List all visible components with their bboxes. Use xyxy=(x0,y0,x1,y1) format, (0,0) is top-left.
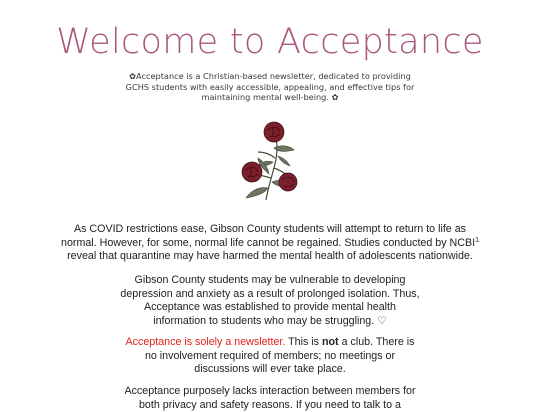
paragraph-line-text: This is xyxy=(285,336,322,348)
paragraph-line: reveal that quarantine may have harmed the mental health of adolescents nationwide. xyxy=(55,250,485,264)
paragraph-line: Gibson County students may be vulnerable to developing xyxy=(55,274,485,288)
page-title: Welcome to Acceptance xyxy=(0,20,540,64)
intro-text xyxy=(120,71,420,103)
bold-text: not xyxy=(322,336,339,348)
paragraph-line: Acceptance purposely lacks interaction between members for xyxy=(55,385,485,399)
intro-line-2: GCHS students with easily accessible, appealing, and effective tips for xyxy=(120,82,420,93)
paragraph-covid xyxy=(55,223,485,264)
paragraph-privacy xyxy=(55,385,485,412)
paragraph-line xyxy=(55,237,485,251)
paragraph-line: As COVID restrictions ease, Gibson County students will attempt to return to life as xyxy=(55,223,485,237)
paragraph-line: no involvement required of members; no meetings or xyxy=(55,350,485,364)
paragraph-line: Acceptance was established to provide mental health xyxy=(55,301,485,315)
paragraph-line-text: normal. However, for some, normal life cannot be regained. Studies conducted by NCBI xyxy=(61,237,475,249)
highlight-text: Acceptance is solely a newsletter. xyxy=(126,336,286,348)
footnote-marker: 1 xyxy=(475,237,479,244)
intro-line-1: ✿Acceptance is a Christian-based newsletter, dedicated to providing xyxy=(120,71,420,82)
paragraph-line: information to students who may be struggling. ♡ xyxy=(55,315,485,329)
paragraph-line: both privacy and safety reasons. If you need to talk to a xyxy=(55,399,485,412)
paragraph-newsletter-only xyxy=(55,336,485,377)
rose-flower-illustration xyxy=(228,118,308,202)
paragraph-line: discussions will ever take place. xyxy=(55,363,485,377)
paragraph-line xyxy=(55,336,485,350)
paragraph-line-text: a club. There is xyxy=(339,336,415,348)
paragraph-line: depression and anxiety as a result of prolonged isolation. Thus, xyxy=(55,288,485,302)
intro-line-3: maintaining mental well-being. ✿ xyxy=(120,92,420,103)
paragraph-vulnerable xyxy=(55,274,485,328)
